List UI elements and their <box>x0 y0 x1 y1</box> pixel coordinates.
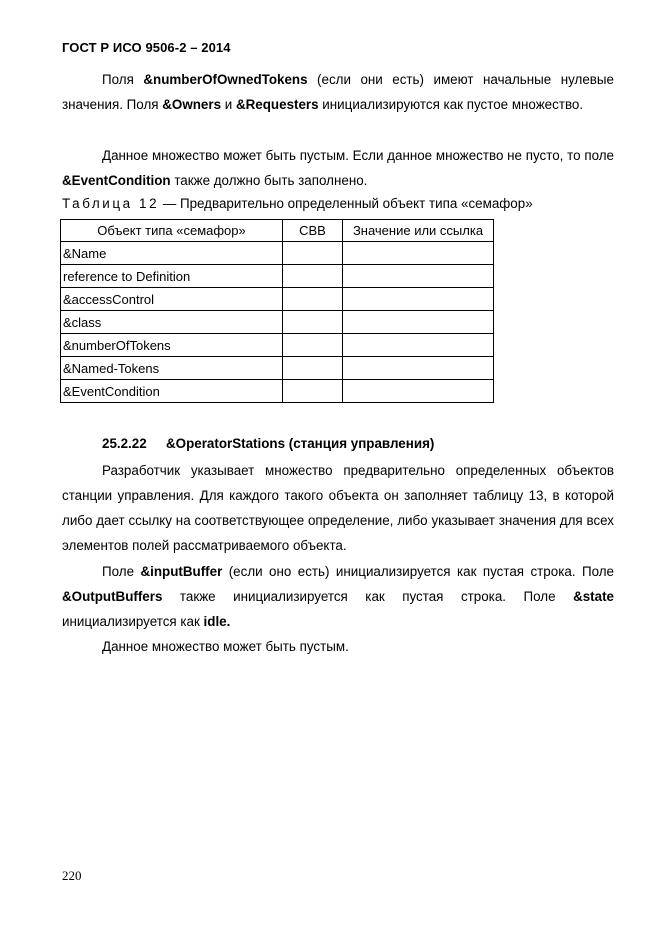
table-cell: &EventCondition <box>61 380 283 403</box>
table-row <box>61 334 494 357</box>
table-cell: &class <box>61 311 283 334</box>
table-row <box>61 288 494 311</box>
table-cell: &Named-Tokens <box>61 357 283 380</box>
table-caption <box>62 196 533 211</box>
table-cell <box>343 311 494 334</box>
table-cell: &accessControl <box>61 288 283 311</box>
table-cell <box>283 334 343 357</box>
table-cell <box>343 380 494 403</box>
field-name: &OutputBuffers <box>62 589 163 604</box>
table-cell: reference to Definition <box>61 265 283 288</box>
column-header: СВВ <box>283 220 343 242</box>
table-cell <box>343 242 494 265</box>
text: (если оно есть) инициализируется как пустая строка. Поле <box>222 564 614 579</box>
table-cell <box>283 380 343 403</box>
section-heading <box>102 436 434 451</box>
paragraph-empty-set <box>62 634 614 659</box>
field-name: &inputBuffer <box>140 564 223 579</box>
table-header-row <box>61 220 494 242</box>
table-cell <box>283 357 343 380</box>
document-header: ГОСТ Р ИСО 9506-2 – 2014 <box>62 40 231 55</box>
table-row <box>61 357 494 380</box>
table-row <box>61 242 494 265</box>
paragraph-owned-tokens <box>62 67 614 117</box>
column-header: Значение или ссылка <box>343 220 494 242</box>
field-name: &Requesters <box>235 97 319 112</box>
paragraph-event-condition <box>62 143 614 193</box>
semaphore-table <box>60 219 494 403</box>
table-cell <box>343 357 494 380</box>
column-header: Объект типа «семафор» <box>61 220 283 242</box>
text: Поле <box>102 564 141 579</box>
field-name: &state <box>573 589 614 604</box>
text: также должно быть заполнено. <box>170 173 368 188</box>
table-cell <box>283 242 343 265</box>
paragraph-operator-stations <box>62 458 614 558</box>
text: инициализируются как пустое множество. <box>318 97 584 112</box>
text: и <box>221 97 236 112</box>
text: Данное множество может быть пустым. <box>102 639 349 654</box>
field-name: &numberOfOwnedTokens <box>143 72 308 87</box>
field-value: idle. <box>203 614 231 629</box>
table-cell <box>283 265 343 288</box>
table-cell: &Name <box>61 242 283 265</box>
paragraph-buffers <box>62 559 614 634</box>
text: также инициализируется как пустая строка. Поле <box>162 589 574 604</box>
text: инициализируется как <box>62 614 204 629</box>
section-number: 25.2.22 <box>102 436 147 451</box>
table-row <box>61 380 494 403</box>
table-title: — Предварительно определенный объект типа «семафор» <box>159 196 533 211</box>
section-title: &OperatorStations (станция управления) <box>166 436 435 451</box>
table-row <box>61 311 494 334</box>
table-row <box>61 265 494 288</box>
table-cell <box>343 265 494 288</box>
table-cell <box>283 288 343 311</box>
table-cell <box>283 311 343 334</box>
field-name: &Owners <box>162 97 222 112</box>
page-number: 220 <box>62 868 82 883</box>
table-cell: &numberOfTokens <box>61 334 283 357</box>
table-cell <box>343 288 494 311</box>
text: Разработчик указывает множество предварительно определенных объектов станции управления. Для каждого такого объекта он заполняет таблицу 13, в которой либо дает ссылку на соответствующее определение, либо указывает значения для всех элементов полей рассматриваемого объекта. <box>62 463 614 553</box>
table-cell <box>343 334 494 357</box>
field-name: &EventCondition <box>62 173 171 188</box>
text: (если они есть) имеют начальные нулевые значения. Поля <box>62 72 614 112</box>
text: Данное множество может быть пустым. Если данное множество не пусто, то поле <box>102 148 614 163</box>
table-label: Таблица 12 <box>62 196 160 211</box>
text: Поля <box>102 72 144 87</box>
